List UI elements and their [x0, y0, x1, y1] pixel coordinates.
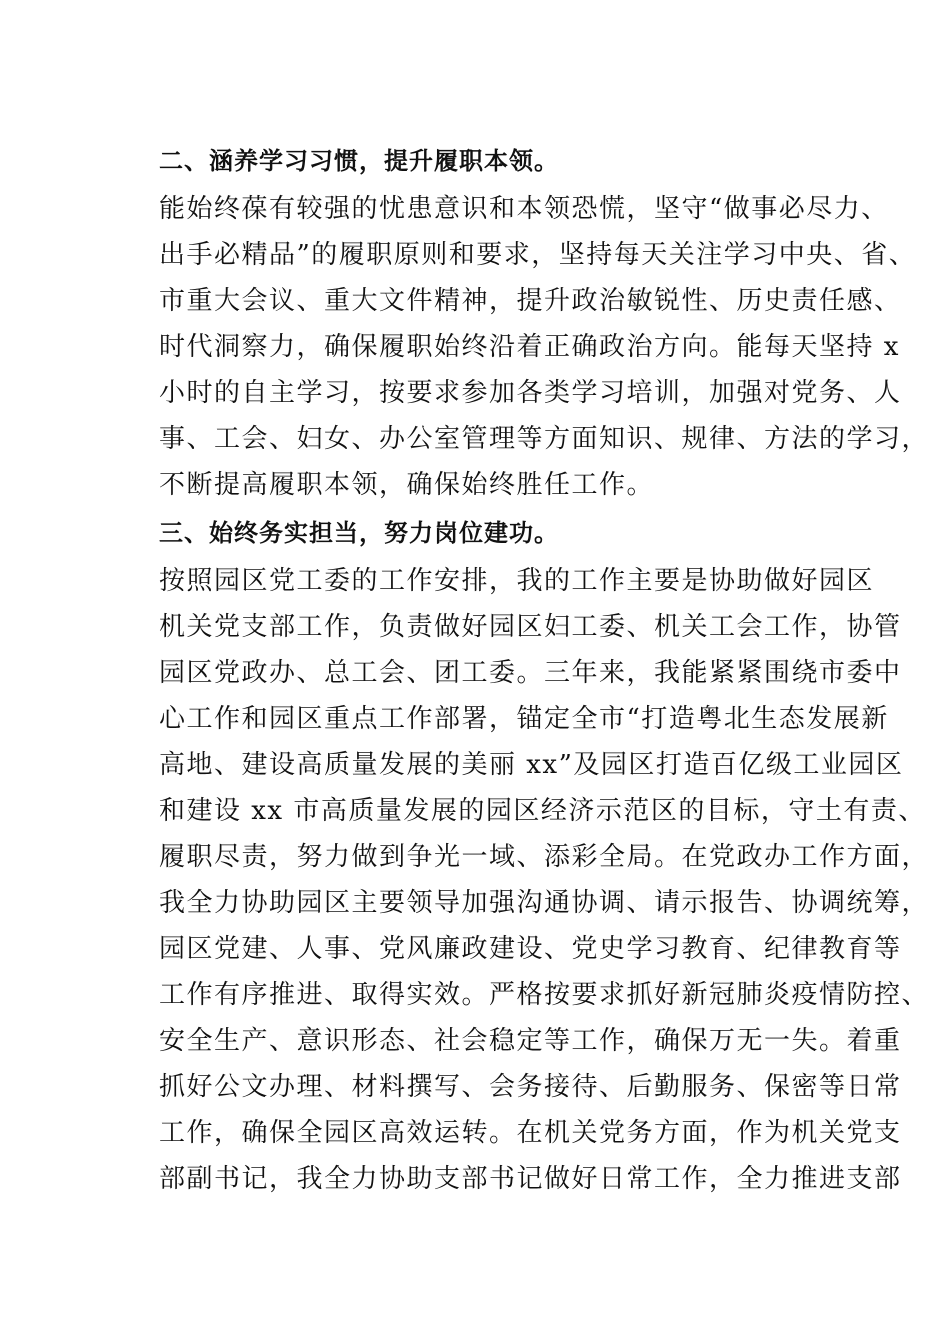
- text-line: 时代洞察力，确保履职始终沿着正确政治方向。能每天坚持 x: [159, 332, 900, 362]
- text-line: 高地、建设高质量发展的美丽 xx”及园区打造百亿级工业园区: [159, 750, 904, 780]
- text-line: 和建设 xx 市高质量发展的园区经济示范区的目标，守土有责、: [159, 796, 926, 826]
- text-line: 工作，确保全园区高效运转。在机关党务方面，作为机关党支: [159, 1118, 902, 1148]
- section-heading-duty: 三、始终务实担当，努力岗位建功。: [159, 519, 559, 547]
- text-line: 园区党政办、总工会、团工委。三年来，我能紧紧围绕市委中: [159, 658, 902, 688]
- text-line: 出手必精品”的履职原则和要求，坚持每天关注学习中央、省、: [159, 240, 917, 270]
- text-line: 履职尽责，努力做到争光一域、添彩全局。在党政办工作方面，: [159, 842, 930, 872]
- document-body: [121, 136, 930, 1202]
- text-line: 能始终葆有较强的忧患意识和本领恐慌，坚守“做事必尽力、: [159, 194, 889, 224]
- text-line: 园区党建、人事、党风廉政建设、党史学习教育、纪律教育等: [159, 934, 902, 964]
- text-line: 部副书记，我全力协助支部书记做好日常工作，全力推进支部: [159, 1164, 902, 1194]
- text-line: 按照园区党工委的工作安排，我的工作主要是协助做好园区: [159, 566, 875, 596]
- section-heading-learning: 二、涵养学习习惯，提升履职本领。: [159, 147, 559, 175]
- text-line: 安全生产、意识形态、社会稳定等工作，确保万无一失。着重: [159, 1026, 902, 1056]
- text-line: 心工作和园区重点工作部署，锚定全市“打造粤北生态发展新: [159, 704, 889, 734]
- paragraph-duty: [121, 558, 930, 1202]
- text-line: 机关党支部工作，负责做好园区妇工委、机关工会工作，协管: [159, 612, 902, 642]
- text-line: 事、工会、妇女、办公室管理等方面知识、规律、方法的学习，: [159, 424, 930, 454]
- text-line: 工作有序推进、取得实效。严格按要求抓好新冠肺炎疫情防控、: [159, 980, 930, 1010]
- text-line: 抓好公文办理、材料撰写、会务接待、后勤服务、保密等日常: [159, 1072, 902, 1102]
- paragraph-learning: [121, 186, 930, 508]
- text-line: 小时的自主学习，按要求参加各类学习培训，加强对党务、人: [159, 378, 902, 408]
- text-line: 市重大会议、重大文件精神，提升政治敏锐性、历史责任感、: [159, 286, 902, 316]
- text-line: 我全力协助园区主要领导加强沟通协调、请示报告、协调统筹，: [159, 888, 930, 918]
- text-line: 不断提高履职本领，确保始终胜任工作。: [159, 470, 655, 500]
